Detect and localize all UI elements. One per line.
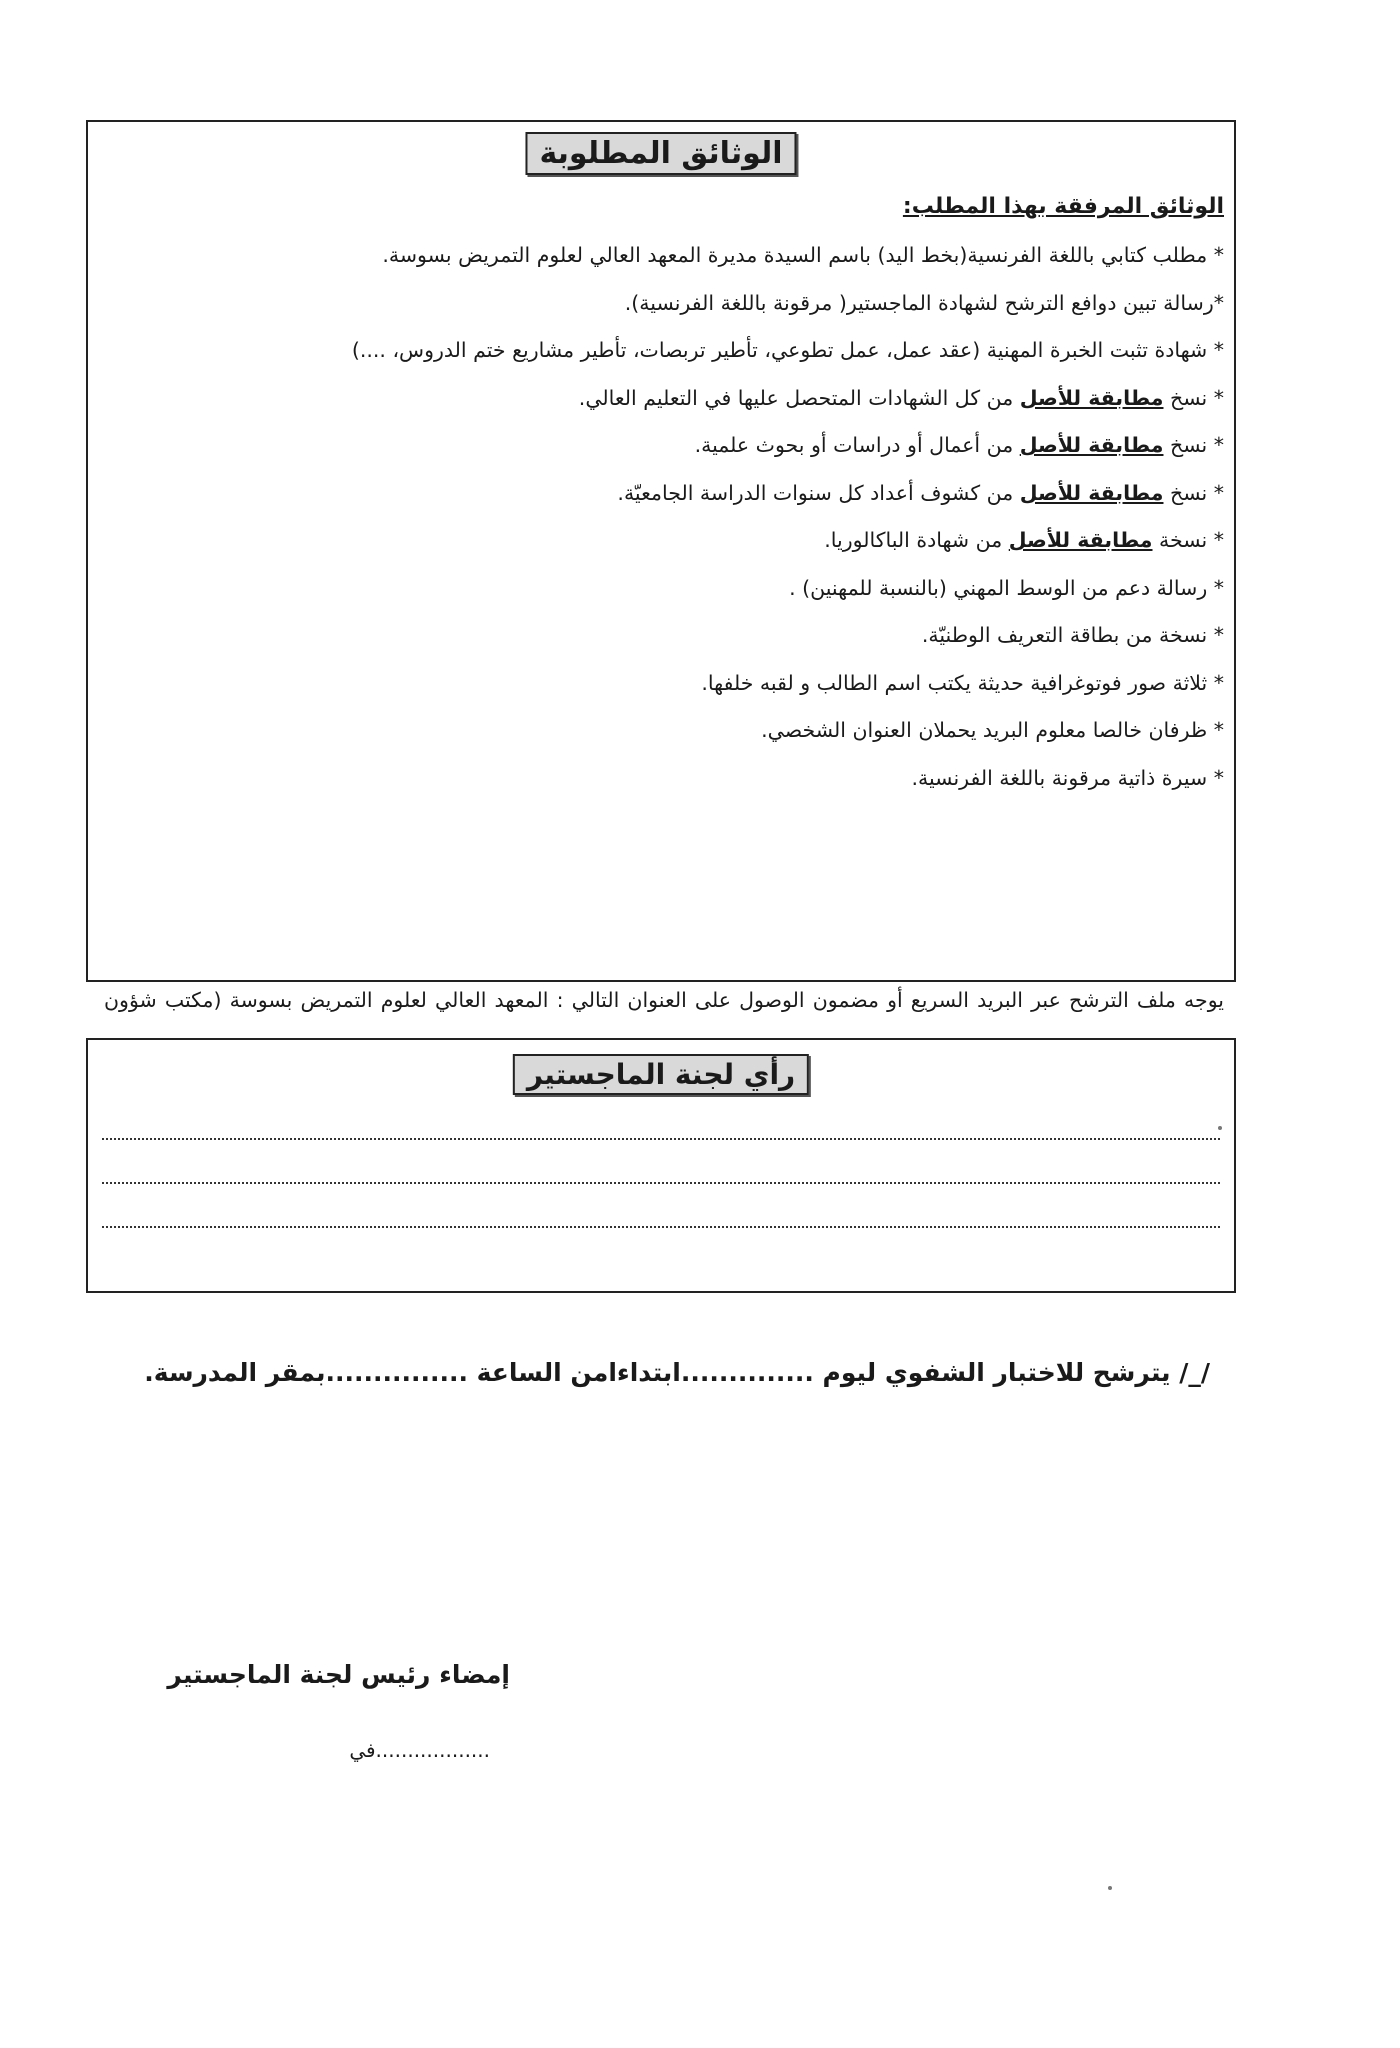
document-list-item xyxy=(124,755,1224,803)
document-item-text: * رسالة دعم من الوسط المهني (بالنسبة للمهنين) . xyxy=(789,575,1224,600)
committee-opinion-box xyxy=(86,1038,1236,1293)
document-list-item xyxy=(124,327,1224,375)
required-documents-title: الوثائق المطلوبة xyxy=(525,132,796,175)
mailing-address-paragraph: يوجه ملف الترشح عبر البريد السريع أو مضمون الوصول على العنوان التالي : المعهد العالي لعلوم التمريض بسوسة (مكتب شؤون xyxy=(104,988,1224,1012)
document-item-text: من أعمال أو دراسات أو بحوث علمية. xyxy=(694,433,1020,457)
certified-copy-emphasis: مطابقة للأصل xyxy=(1019,385,1164,410)
document-item-text: * سيرة ذاتية مرقونة باللغة الفرنسية. xyxy=(911,765,1224,790)
document-item-text: * نسخ xyxy=(1163,385,1224,410)
opinion-dotted-line xyxy=(102,1182,1220,1184)
document-list-item xyxy=(124,660,1224,708)
required-documents-box xyxy=(86,120,1236,1012)
required-documents-list xyxy=(124,232,1224,802)
document-item-text: *رسالة تبين دوافع الترشح لشهادة الماجستير( مرقونة باللغة الفرنسية). xyxy=(624,290,1224,315)
document-list-item xyxy=(124,232,1224,280)
attached-documents-heading: الوثائق المرفقة بهذا المطلب: xyxy=(902,194,1224,219)
oral-exam-sentence: /_/ يترشح للاختبار الشفوي ليوم ..............ابتداءامن الساعة ...............بمقر المدرسة. xyxy=(144,1358,1210,1387)
opinion-dotted-line xyxy=(102,1138,1220,1140)
document-item-text: * نسخة من بطاقة التعريف الوطنيّة. xyxy=(921,623,1224,647)
document-item-text: من كل الشهادات المتحصل عليها في التعليم العالي. xyxy=(578,385,1020,410)
document-list-item xyxy=(124,565,1224,613)
document-list-item xyxy=(124,517,1224,565)
document-item-text: * ثلاثة صور فوتوغرافية حديثة يكتب اسم الطالب و لقبه خلفها. xyxy=(701,670,1224,695)
document-list-item xyxy=(124,422,1224,470)
document-item-text: * نسخ xyxy=(1163,433,1224,457)
certified-copy-emphasis: مطابقة للأصل xyxy=(1019,480,1164,505)
document-item-text: من شهادة الباكالوريا. xyxy=(824,528,1009,552)
document-item-text: * نسخ xyxy=(1163,480,1224,505)
document-item-text: من كشوف أعداد كل سنوات الدراسة الجامعيّة. xyxy=(617,480,1020,505)
scan-speck xyxy=(1108,1886,1112,1890)
document-list-item xyxy=(124,612,1224,660)
committee-opinion-title: رأي لجنة الماجستير xyxy=(513,1054,809,1095)
signature-date-line: ..................في xyxy=(349,1738,490,1762)
certified-copy-emphasis: مطابقة للأصل xyxy=(1019,433,1164,457)
document-item-text: * شهادة تثبت الخبرة المهنية (عقد عمل، عمل تطوعي، تأطير تربصات، تأطير مشاريع ختم الدروس، ....) xyxy=(351,338,1224,362)
opinion-dotted-line xyxy=(102,1226,1220,1228)
document-item-text: * مطلب كتابي باللغة الفرنسية(بخط اليد) باسم السيدة مديرة المعهد العالي لعلوم التمريض بسوسة. xyxy=(382,243,1224,267)
document-item-text: * ظرفان خالصا معلوم البريد يحملان العنوان الشخصي. xyxy=(761,718,1224,742)
document-list-item xyxy=(124,470,1224,518)
document-list-item xyxy=(124,375,1224,423)
signature-label: إمضاء رئيس لجنة الماجستير xyxy=(167,1660,510,1689)
scan-speck xyxy=(1218,1126,1222,1130)
document-list-item xyxy=(124,707,1224,755)
document-list-item xyxy=(124,280,1224,328)
certified-copy-emphasis: مطابقة للأصل xyxy=(1008,528,1153,552)
document-item-text: * نسخة xyxy=(1152,528,1224,552)
